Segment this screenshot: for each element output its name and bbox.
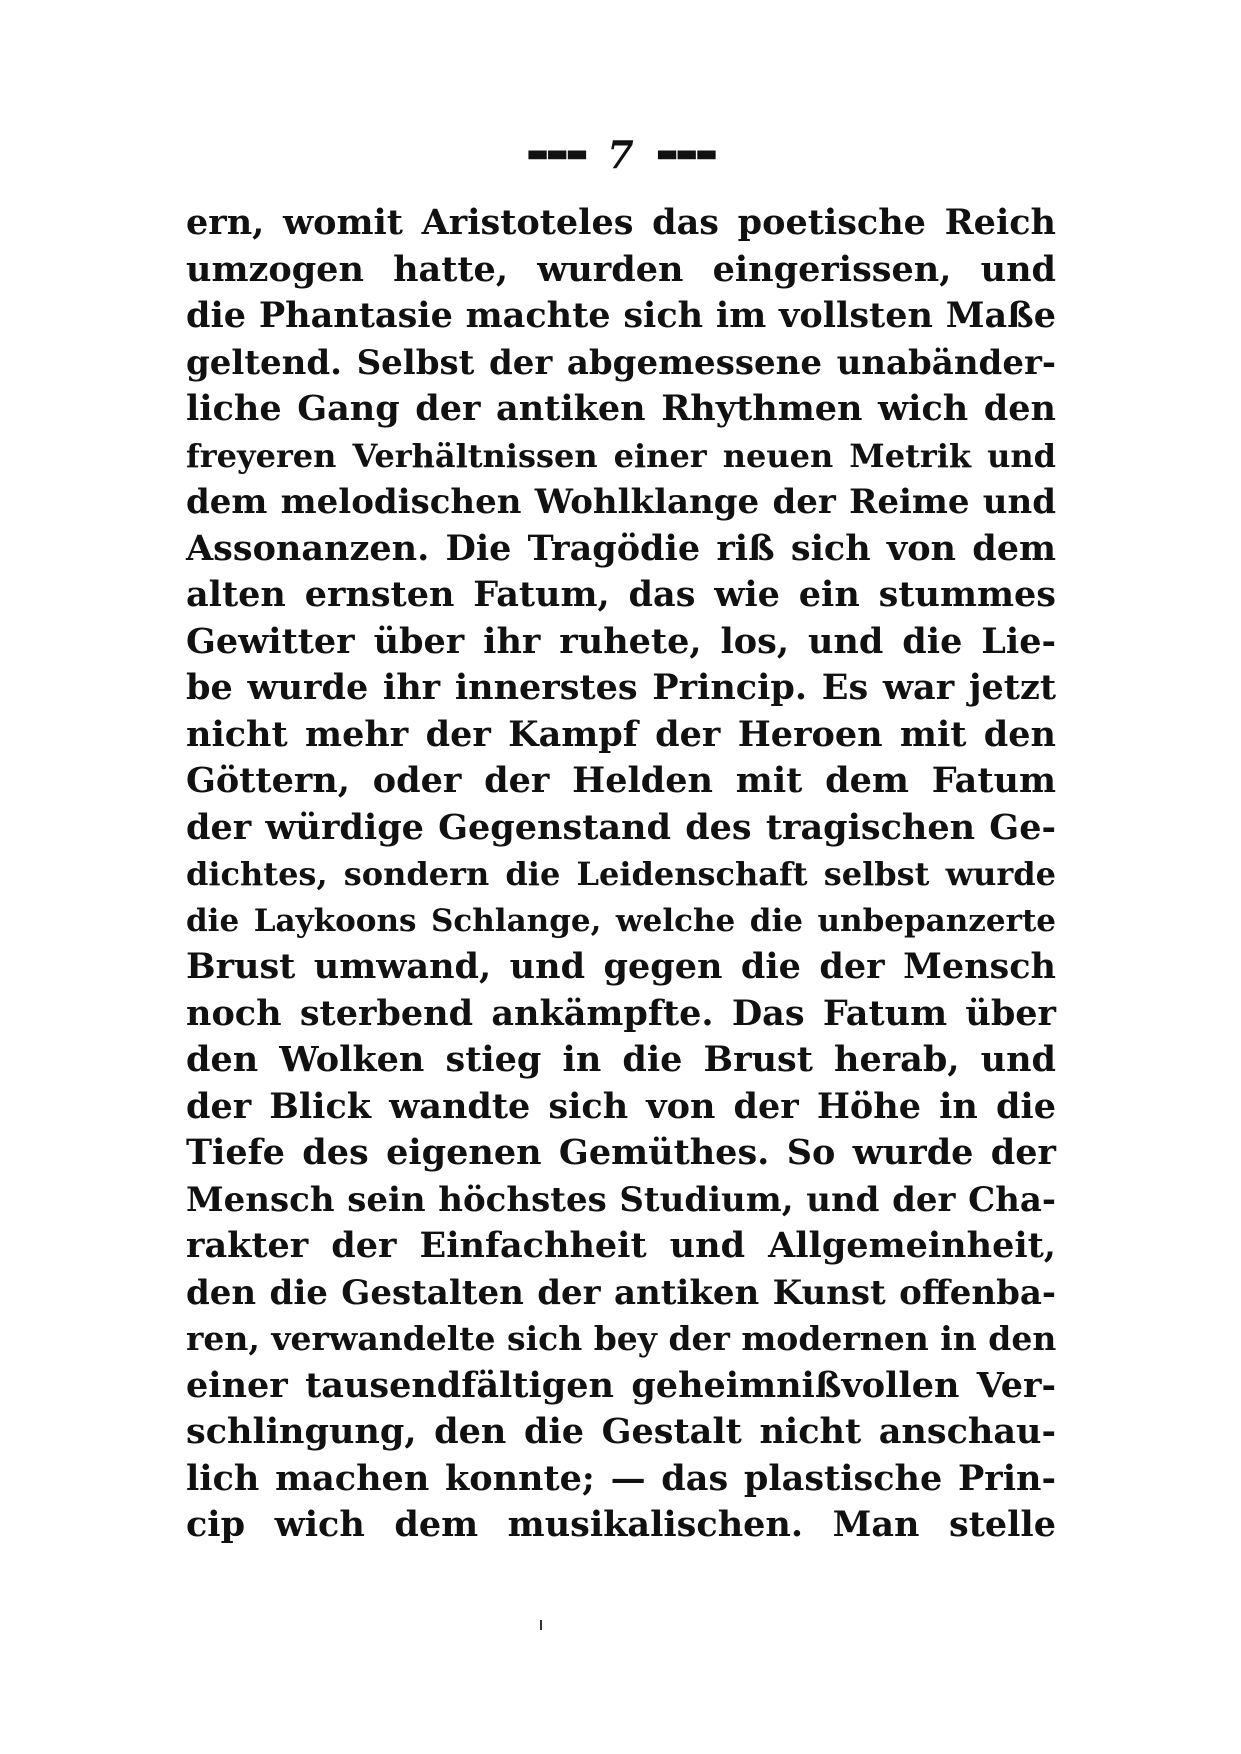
text-line: den Wolken stieg in die Brust herab, und [186,1039,1056,1080]
text-line: den die Gestalten der antiken Kunst offenba- [186,1272,1056,1313]
text-line: dichtes, sondern die Leidenschaft selbst wurde [186,855,1056,893]
text-line: ren, verwandelte sich bey der modernen in den [186,1319,1057,1358]
text-line: rakter der Einfachheit und Allgemeinheit, [186,1225,1056,1266]
text-line: Göttern, oder der Helden mit dem Fatum [186,760,1056,801]
text-line: der Blick wandte sich von der Höhe in die [186,1085,1056,1127]
print-mark [540,1620,542,1630]
text-line: Mensch sein höchstes Studium, und der Cha- [186,1179,1056,1220]
page-number: 7 [607,132,634,177]
text-line: noch sterbend ankämpfte. Das Fatum über [186,992,1056,1034]
text-line: ern, womit Aristoteles das poetische Reich [186,202,1056,243]
text-line: liche Gang der antiken Rhythmen wich den [186,388,1056,429]
text-line: der würdige Gegenstand des tragischen Ge- [186,806,1056,848]
header-ornament-left: ▬▬▬ [526,138,586,167]
text-line: Brust umwand, und gegen die der Mensch [186,946,1056,987]
text-line: die Phantasie machte sich im vollsten Maße [186,295,1056,336]
text-line: Assonanzen. Die Tragödie riß sich von dem [186,527,1056,569]
text-line: schlingung, den die Gestalt nicht anschau- [186,1411,1056,1452]
body-text [186,200,1056,1549]
text-line: alten ernsten Fatum, das wie ein stummes [186,574,1056,615]
text-line: freyeren Verhältnissen einer neuen Metrik und [186,436,1056,475]
text-line: die Laykoons Schlange, welche die unbepanzerte [186,902,1056,939]
text-line: geltend. Selbst der abgemessene unabänder- [186,342,1056,383]
page-header [0,132,1241,177]
text-line: nicht mehr der Kampf der Heroen mit den [186,713,1056,755]
text-line: umzogen hatte, wurden eingerissen, und [186,248,1056,290]
text-line: dem melodischen Wohlklange der Reime und [186,482,1056,522]
text-line: Tiefe des eigenen Gemüthes. So wurde der [186,1132,1056,1173]
text-line: be wurde ihr innerstes Princip. Es war jetzt [186,667,1056,708]
text-line: Gewitter über ihr ruhete, los, und die Lie- [186,620,1056,662]
header-ornament-right: ▬▬▬ [655,138,715,167]
text-line: einer tausendfältigen geheimnißvollen Ver- [186,1364,1056,1406]
text-line: cip wich dem musikalischen. Man stelle [186,1504,1056,1545]
text-line: lich machen konnte; — das plastische Prin- [186,1457,1056,1499]
